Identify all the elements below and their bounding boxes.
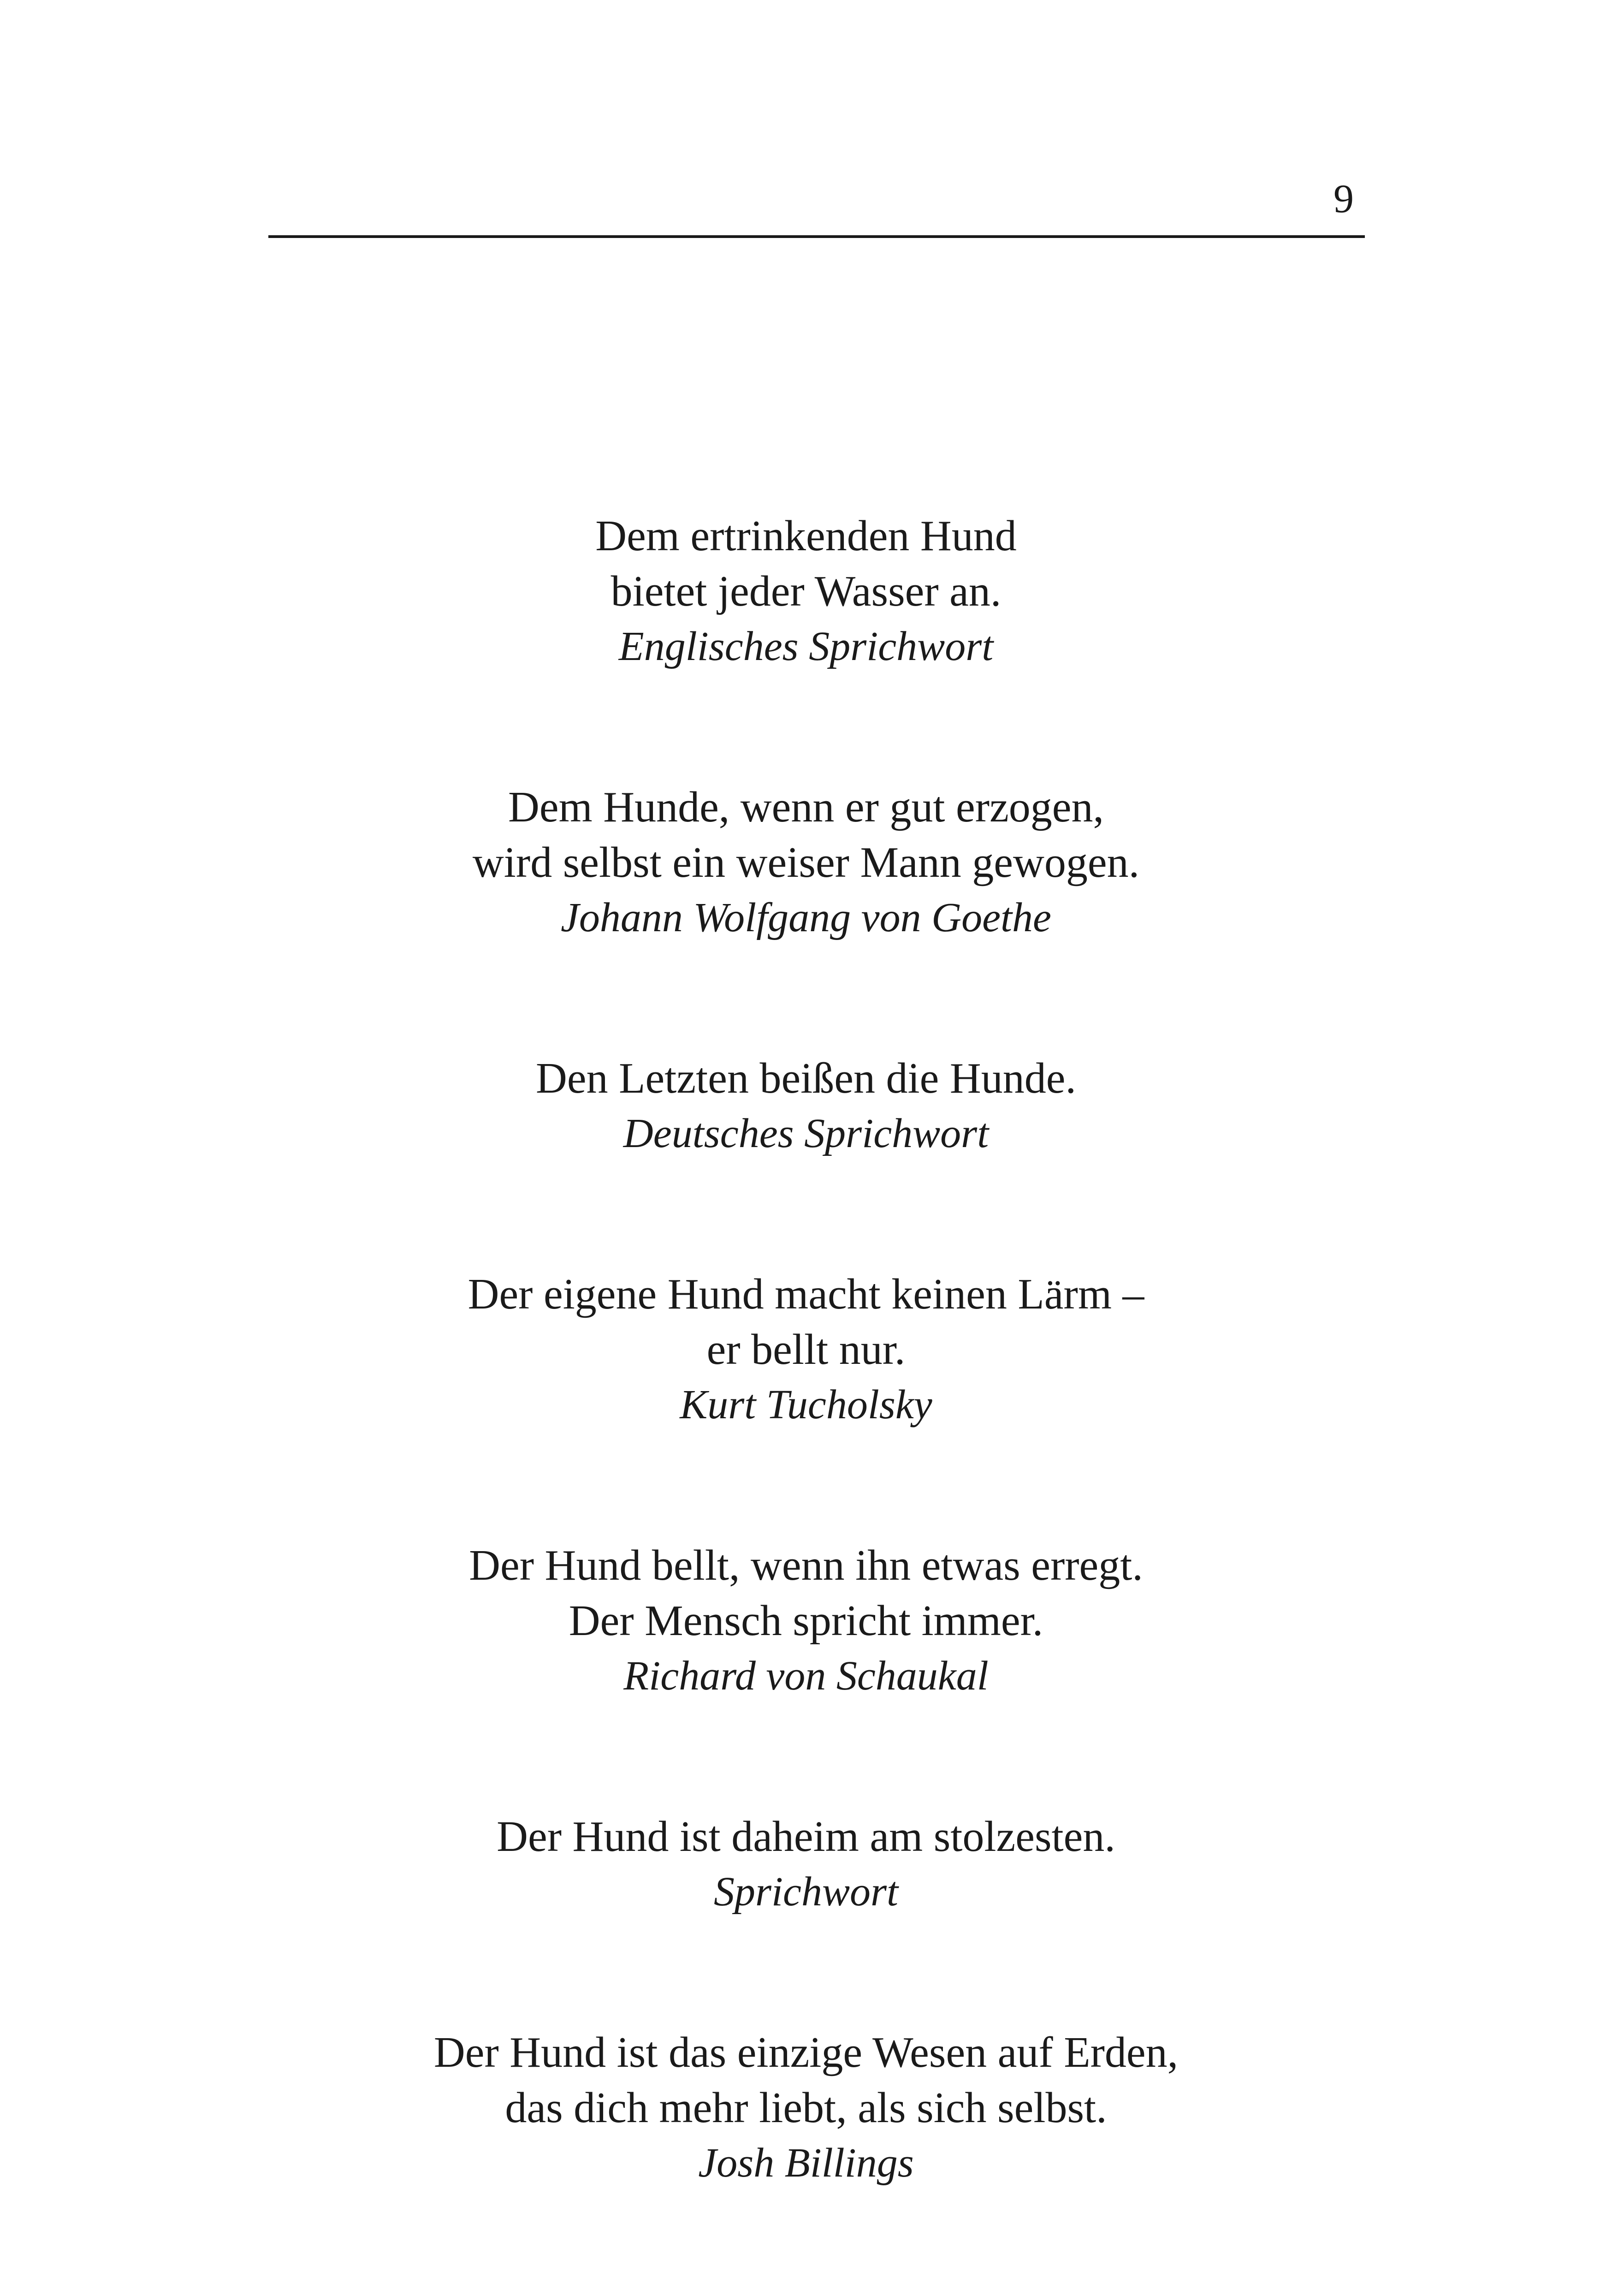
quote-line: Der Hund ist das einzige Wesen auf Erden, bbox=[433, 2028, 1179, 2076]
quote bbox=[0, 2025, 1612, 2191]
quote-author: Richard von Schaukal bbox=[623, 1653, 989, 1699]
quote-author: Josh Billings bbox=[698, 2140, 914, 2186]
quote bbox=[0, 1538, 1612, 1704]
quote bbox=[0, 1051, 1612, 1161]
quote-line: Der Hund bellt, wenn ihn etwas erregt. bbox=[469, 1541, 1143, 1589]
quote-author: Johann Wolfgang von Goethe bbox=[560, 895, 1051, 940]
quote bbox=[0, 508, 1612, 674]
quote-line: er bellt nur. bbox=[706, 1326, 906, 1374]
quote-author: Englisches Sprichwort bbox=[618, 624, 994, 669]
page-number: 9 bbox=[1333, 177, 1354, 221]
quote bbox=[0, 779, 1612, 946]
quote-list bbox=[0, 508, 1612, 2296]
quote-line: Dem Hunde, wenn er gut erzogen, bbox=[508, 783, 1104, 831]
quote-author: Sprichwort bbox=[713, 1869, 899, 1915]
quote-line: Der Mensch spricht immer. bbox=[569, 1597, 1043, 1645]
quote bbox=[0, 1809, 1612, 1920]
quote-line: das dich mehr liebt, als sich selbst. bbox=[505, 2084, 1107, 2132]
quote-line: wird selbst ein weiser Mann gewogen. bbox=[472, 839, 1140, 886]
quote-line: Der Hund ist daheim am stolzesten. bbox=[497, 1813, 1115, 1861]
quote-line: Der eigene Hund macht keinen Lärm – bbox=[468, 1270, 1144, 1318]
quote-author: Deutsches Sprichwort bbox=[623, 1111, 989, 1156]
header-rule bbox=[268, 235, 1365, 238]
quote-line: Dem ertrinkenden Hund bbox=[595, 512, 1017, 560]
quote-author: Kurt Tucholsky bbox=[680, 1382, 932, 1428]
quote-line: bietet jeder Wasser an. bbox=[610, 567, 1002, 615]
quote-line: Den Letzten beißen die Hunde. bbox=[536, 1054, 1076, 1102]
quote bbox=[0, 1267, 1612, 1433]
